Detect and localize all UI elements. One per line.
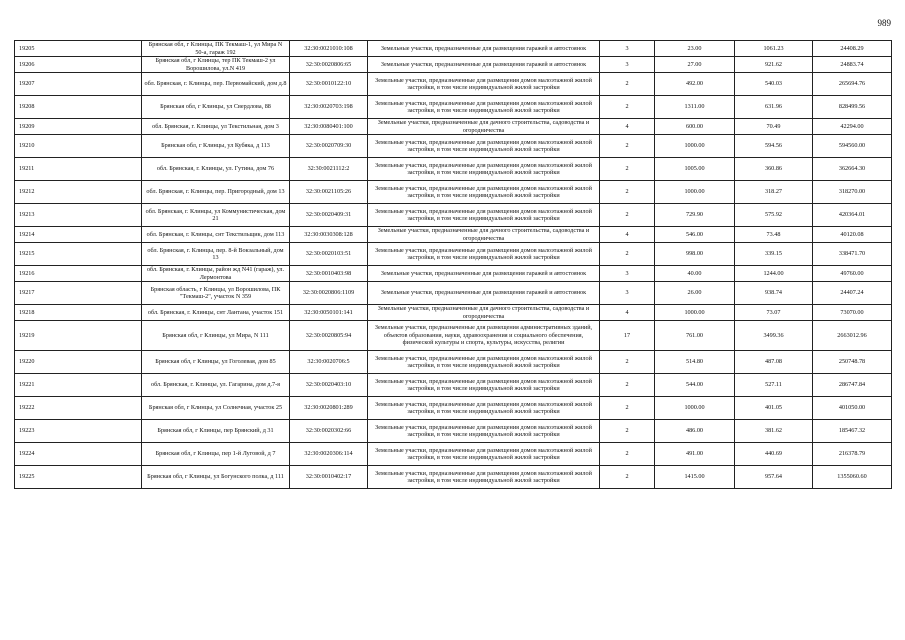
parcel-address: Брянская обл, г Клинцы, пер 1-й Луговой, д 7: [142, 443, 290, 466]
land-use-purpose: Земельные участки, предназначенные для размещения домов малоэтажной жилой застройки, в том числе индивидуальной жилой застройки: [368, 181, 600, 204]
land-use-purpose: Земельные участки, предназначенные для размещения домов малоэтажной жилой застройки, в том числе индивидуальной жилой застройки: [368, 158, 600, 181]
cadastral-number: 32:30:0020306:114: [290, 443, 368, 466]
use-group: 17: [600, 321, 655, 351]
parcel-address: Брянская обл, г Клинцы, ул Гоголевая, дом 85: [142, 351, 290, 374]
cadastral-value: 594560.00: [813, 135, 892, 158]
use-group: 2: [600, 397, 655, 420]
parcel-area: 998.00: [655, 243, 735, 266]
table-row: [15, 397, 892, 420]
cadastral-number: 32:30:0020709:30: [290, 135, 368, 158]
cadastral-number: 32:30:0020703:198: [290, 96, 368, 119]
parcel-address: обл. Брянская, г. Клинцы, пер. Первомайский, дом д.8: [142, 73, 290, 96]
parcel-area: 1000.00: [655, 397, 735, 420]
land-use-purpose: Земельные участки, предназначенные для размещения домов малоэтажной жилой застройки, в том числе индивидуальной жилой застройки: [368, 420, 600, 443]
unit-cadastral-value: 575.92: [735, 204, 813, 227]
unit-cadastral-value: 594.56: [735, 135, 813, 158]
parcel-number: 19222: [15, 397, 142, 420]
parcel-area: 1000.00: [655, 305, 735, 321]
table-row: [15, 305, 892, 321]
table-row: [15, 96, 892, 119]
use-group: 3: [600, 282, 655, 305]
table-row: [15, 135, 892, 158]
parcel-area: 492.00: [655, 73, 735, 96]
cadastral-number: 32:30:0080401:100: [290, 119, 368, 135]
unit-cadastral-value: 487.08: [735, 351, 813, 374]
land-use-purpose: Земельные участки, предназначенные для размещения гаражей и автостоянок: [368, 282, 600, 305]
cadastral-value: 24883.74: [813, 57, 892, 73]
cadastral-number: 32:30:0021112:2: [290, 158, 368, 181]
parcel-number: 19218: [15, 305, 142, 321]
land-use-purpose: Земельные участки, предназначенные для размещения домов малоэтажной жилой застройки, в том числе индивидуальной жилой застройки: [368, 466, 600, 489]
parcel-area: 27.00: [655, 57, 735, 73]
cadastral-number: 32:30:0020103:51: [290, 243, 368, 266]
parcel-address: обл. Брянская, г. Клинцы, снт Лантана, участок 151: [142, 305, 290, 321]
land-use-purpose: Земельные участки, предназначенные для размещения домов малоэтажной жилой застройки, в том числе индивидуальной жилой застройки: [368, 73, 600, 96]
table-row: [15, 73, 892, 96]
parcel-number: 19220: [15, 351, 142, 374]
unit-cadastral-value: 440.69: [735, 443, 813, 466]
cadastral-value: 40120.08: [813, 227, 892, 243]
use-group: 4: [600, 305, 655, 321]
parcel-number: 19221: [15, 374, 142, 397]
land-use-purpose: Земельные участки, предназначенные для размещения домов малоэтажной жилой застройки, в том числе индивидуальной жилой застройки: [368, 96, 600, 119]
cadastral-number: 32:30:0030308:128: [290, 227, 368, 243]
table-row: [15, 57, 892, 73]
parcel-address: обл. Брянская, г. Клинцы, снт Текстильщик, дом 113: [142, 227, 290, 243]
land-use-purpose: Земельные участки, предназначенные для размещения гаражей и автостоянок: [368, 57, 600, 73]
cadastral-value: 24408.29: [813, 41, 892, 57]
parcel-area: 1311.00: [655, 96, 735, 119]
parcel-number: 19214: [15, 227, 142, 243]
parcel-number: 19206: [15, 57, 142, 73]
table-row: [15, 351, 892, 374]
table-row: [15, 282, 892, 305]
parcel-area: 514.80: [655, 351, 735, 374]
land-use-purpose: Земельные участки, предназначенные для размещения домов малоэтажной жилой застройки, в том числе индивидуальной жилой застройки: [368, 135, 600, 158]
parcel-area: 1415.00: [655, 466, 735, 489]
table-row: [15, 204, 892, 227]
land-use-purpose: Земельные участки, предназначенные для размещения домов малоэтажной жилой застройки, в том числе индивидуальной жилой застройки: [368, 243, 600, 266]
parcel-area: 40.00: [655, 266, 735, 282]
parcel-address: Брянская область, г Клинцы, ул Ворошилова, ПК "Текмаш-2", участок N 359: [142, 282, 290, 305]
land-use-purpose: Земельные участки, предназначенные для размещения домов малоэтажной жилой застройки, в том числе индивидуальной жилой застройки: [368, 374, 600, 397]
land-use-purpose: Земельные участки, предназначенные для размещения гаражей и автостоянок: [368, 266, 600, 282]
unit-cadastral-value: 1061.23: [735, 41, 813, 57]
parcel-number: 19213: [15, 204, 142, 227]
parcel-address: обл. Брянская, г. Клинцы, ул. Гутина, дом 76: [142, 158, 290, 181]
parcel-area: 600.00: [655, 119, 735, 135]
parcel-area: 544.00: [655, 374, 735, 397]
parcel-address: Брянская обл, г Клинцы, ПК Текмаш-1, ул Мира N 50-а, гараж 192: [142, 41, 290, 57]
land-use-purpose: Земельные участки, предназначенные для дачного строительства, садоводства и огородничества: [368, 119, 600, 135]
table-row: [15, 181, 892, 204]
use-group: 3: [600, 266, 655, 282]
table-row: [15, 41, 892, 57]
cadastral-number: 32:30:0010122:10: [290, 73, 368, 96]
cadastral-value: 216378.79: [813, 443, 892, 466]
parcel-area: 1000.00: [655, 181, 735, 204]
unit-cadastral-value: 401.05: [735, 397, 813, 420]
unit-cadastral-value: 73.07: [735, 305, 813, 321]
cadastral-value: 2663012.96: [813, 321, 892, 351]
parcel-address: Брянская обл, г Клинцы, ул Свердлова, 88: [142, 96, 290, 119]
use-group: 2: [600, 73, 655, 96]
parcel-number: 19223: [15, 420, 142, 443]
parcel-address: Брянская обл, г Клинцы, ул Солнечная, участок 25: [142, 397, 290, 420]
cadastral-number: 32:30:0020806:1109: [290, 282, 368, 305]
use-group: 2: [600, 96, 655, 119]
parcel-address: обл. Брянская, г. Клинцы, пер. 8-й Вокзальный, дом 13: [142, 243, 290, 266]
use-group: 2: [600, 243, 655, 266]
unit-cadastral-value: 318.27: [735, 181, 813, 204]
parcel-address: Брянская обл, г Клинцы, ул Кубяка, д 113: [142, 135, 290, 158]
page-number: 989: [877, 18, 891, 28]
unit-cadastral-value: 938.74: [735, 282, 813, 305]
cadastral-value: 250748.78: [813, 351, 892, 374]
land-use-purpose: Земельные участки, предназначенные для размещения домов малоэтажной жилой застройки, в том числе индивидуальной жилой застройки: [368, 397, 600, 420]
unit-cadastral-value: 1244.00: [735, 266, 813, 282]
table-row: [15, 443, 892, 466]
unit-cadastral-value: 70.49: [735, 119, 813, 135]
cadastral-value: 286747.84: [813, 374, 892, 397]
land-use-purpose: Земельные участки, предназначенные для дачного строительства, садоводства и огородничества: [368, 305, 600, 321]
parcel-number: 19224: [15, 443, 142, 466]
parcel-address: Брянская обл, г Клинцы, пер Брянский, д 31: [142, 420, 290, 443]
cadastral-value: 338471.70: [813, 243, 892, 266]
use-group: 4: [600, 227, 655, 243]
parcel-area: 546.00: [655, 227, 735, 243]
table-row: [15, 374, 892, 397]
cadastral-number: 32:30:0010403:98: [290, 266, 368, 282]
cadastral-value: 401050.00: [813, 397, 892, 420]
parcel-number: 19211: [15, 158, 142, 181]
parcel-area: 23.00: [655, 41, 735, 57]
cadastral-number: 32:30:0020403:10: [290, 374, 368, 397]
parcel-area: 491.00: [655, 443, 735, 466]
unit-cadastral-value: 73.48: [735, 227, 813, 243]
land-use-purpose: Земельные участки, предназначенные для размещения домов малоэтажной жилой застройки, в том числе индивидуальной жилой застройки: [368, 204, 600, 227]
cadastral-number: 32:30:0020409:31: [290, 204, 368, 227]
cadastral-value: 828499.56: [813, 96, 892, 119]
land-use-purpose: Земельные участки, предназначенные для размещения домов малоэтажной жилой застройки, в том числе индивидуальной жилой застройки: [368, 351, 600, 374]
use-group: 2: [600, 135, 655, 158]
parcel-area: 1000.00: [655, 135, 735, 158]
parcel-number: 19210: [15, 135, 142, 158]
cadastral-value: 185467.32: [813, 420, 892, 443]
unit-cadastral-value: 957.64: [735, 466, 813, 489]
table-row: [15, 227, 892, 243]
cadastral-number: 32:30:0021105:26: [290, 181, 368, 204]
use-group: 2: [600, 420, 655, 443]
table-row: [15, 158, 892, 181]
use-group: 2: [600, 351, 655, 374]
cadastral-number: 32:30:0010402:17: [290, 466, 368, 489]
parcel-address: обл. Брянская, г. Клинцы, ул Коммунистическая, дом 21: [142, 204, 290, 227]
land-use-purpose: Земельные участки, предназначенные для размещения домов малоэтажной жилой застройки, в том числе индивидуальной жилой застройки: [368, 443, 600, 466]
parcel-number: 19209: [15, 119, 142, 135]
land-use-purpose: Земельные участки, предназначенные для размещения гаражей и автостоянок: [368, 41, 600, 57]
unit-cadastral-value: 339.15: [735, 243, 813, 266]
parcel-number: 19208: [15, 96, 142, 119]
parcel-address: обл. Брянская, г. Клинцы, пер. Пригородный, дом 13: [142, 181, 290, 204]
use-group: 2: [600, 204, 655, 227]
use-group: 3: [600, 41, 655, 57]
cadastral-number: 32:30:0020806:65: [290, 57, 368, 73]
unit-cadastral-value: 631.96: [735, 96, 813, 119]
parcel-address: обл. Брянская, г. Клинцы, район жд N41 (гараж), ул. Лермонтова: [142, 266, 290, 282]
parcel-address: обл. Брянская, г. Клинцы, ул Текстильная, дом 3: [142, 119, 290, 135]
parcel-area: 761.00: [655, 321, 735, 351]
cadastral-value: 73070.00: [813, 305, 892, 321]
parcel-number: 19225: [15, 466, 142, 489]
land-use-purpose: Земельные участки, предназначенные для размещения административных зданий, объектов образования, науки, здравоохранения и социального обеспечения, физической культуры и спорта, культуры, искусства, религии: [368, 321, 600, 351]
parcel-area: 486.00: [655, 420, 735, 443]
parcel-address: Брянская обл, г Клинцы, ул Богунского полка, д 111: [142, 466, 290, 489]
use-group: 2: [600, 466, 655, 489]
parcel-area: 1005.00: [655, 158, 735, 181]
unit-cadastral-value: 540.03: [735, 73, 813, 96]
cadastral-value: 362664.30: [813, 158, 892, 181]
cadastral-value: 42294.00: [813, 119, 892, 135]
parcel-number: 19217: [15, 282, 142, 305]
unit-cadastral-value: 921.62: [735, 57, 813, 73]
parcel-number: 19215: [15, 243, 142, 266]
use-group: 2: [600, 443, 655, 466]
parcel-address: Брянская обл, г Клинцы, тер ПК Текмаш-2 ул Ворошилова, ул.N 419: [142, 57, 290, 73]
table-row: [15, 243, 892, 266]
table-row: [15, 466, 892, 489]
cadastral-number: 32:30:0020302:66: [290, 420, 368, 443]
parcel-address: Брянская обл, г Клинцы, ул Мира, N 111: [142, 321, 290, 351]
cadastral-number: 32:30:0020805:94: [290, 321, 368, 351]
cadastral-number: 32:30:0021010:108: [290, 41, 368, 57]
cadastral-value: 1355060.60: [813, 466, 892, 489]
land-use-purpose: Земельные участки, предназначенные для дачного строительства, садоводства и огородничества: [368, 227, 600, 243]
unit-cadastral-value: 527.11: [735, 374, 813, 397]
unit-cadastral-value: 3499.36: [735, 321, 813, 351]
unit-cadastral-value: 381.62: [735, 420, 813, 443]
cadastral-number: 32:30:0020801:289: [290, 397, 368, 420]
table-row: [15, 321, 892, 351]
cadastral-value: 318270.00: [813, 181, 892, 204]
parcel-number: 19205: [15, 41, 142, 57]
parcel-address: обл. Брянская, г. Клинцы, ул. Гагарина, дом д.7-я: [142, 374, 290, 397]
table-row: [15, 119, 892, 135]
parcel-number: 19219: [15, 321, 142, 351]
parcel-number: 19216: [15, 266, 142, 282]
cadastral-number: 32:30:0020706:5: [290, 351, 368, 374]
parcel-area: 26.00: [655, 282, 735, 305]
parcel-area: 729.90: [655, 204, 735, 227]
parcel-number: 19212: [15, 181, 142, 204]
unit-cadastral-value: 360.86: [735, 158, 813, 181]
use-group: 2: [600, 158, 655, 181]
cadastral-value: 24407.24: [813, 282, 892, 305]
use-group: 2: [600, 374, 655, 397]
table-row: [15, 420, 892, 443]
use-group: 3: [600, 57, 655, 73]
use-group: 4: [600, 119, 655, 135]
cadastral-value-table: [14, 40, 892, 489]
table-row: [15, 266, 892, 282]
cadastral-value: 420364.01: [813, 204, 892, 227]
cadastral-value: 265694.76: [813, 73, 892, 96]
cadastral-number: 32:30:0050101:141: [290, 305, 368, 321]
parcel-number: 19207: [15, 73, 142, 96]
cadastral-value: 49760.00: [813, 266, 892, 282]
use-group: 2: [600, 181, 655, 204]
